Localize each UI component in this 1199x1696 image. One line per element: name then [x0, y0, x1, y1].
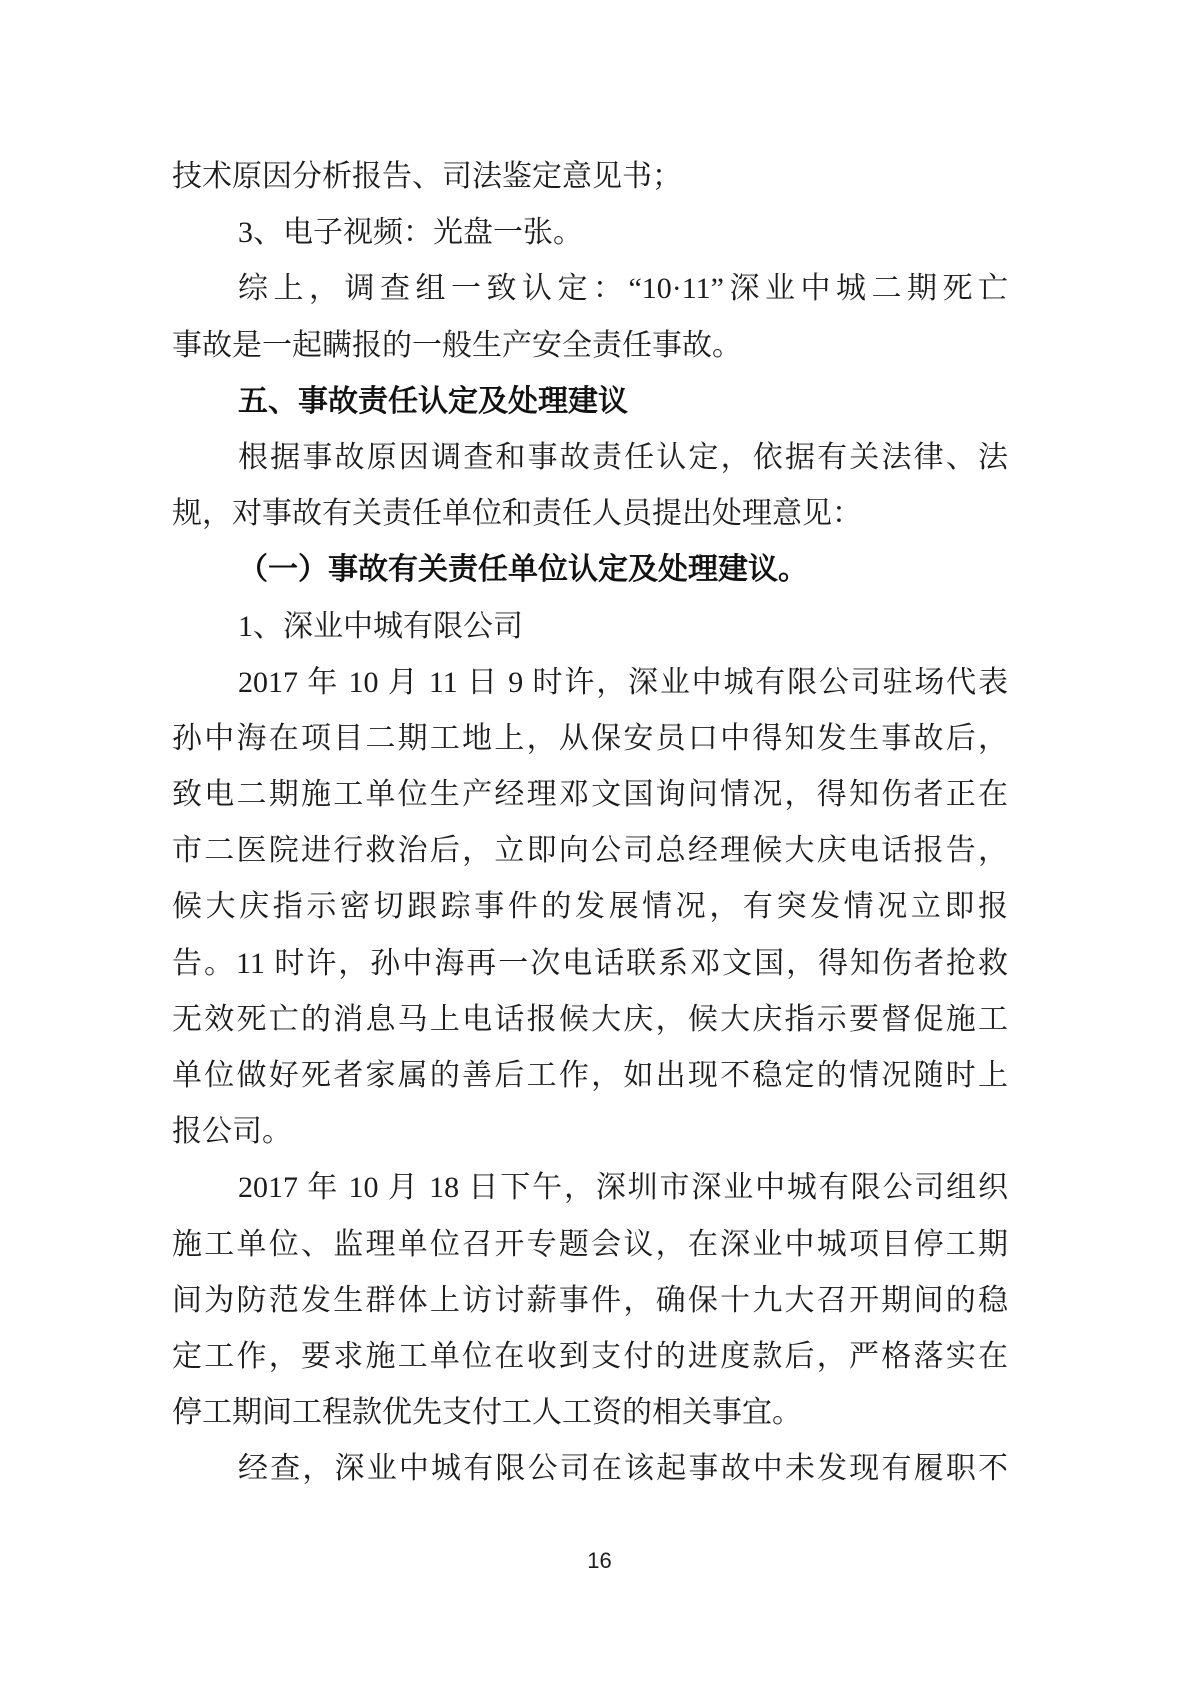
text-line: 告。11 时许，孙中海再一次电话联系邓文国，得知伤者抢救 — [172, 946, 1008, 980]
document-body — [172, 149, 1008, 1498]
subsection-heading: （一）事故有关责任单位认定及处理建议。 — [238, 553, 808, 587]
text-line: 根据事故原因调查和事故责任认定，依据有关法律、法 — [238, 440, 1008, 474]
text-line: 停工期间工程款优先支付工人工资的相关事宜。 — [172, 1396, 802, 1430]
text-line: 候大庆指示密切跟踪事件的发展情况，有突发情况立即报 — [172, 890, 1008, 924]
text-line: 致电二期施工单位生产经理邓文国询问情况，得知伤者正在 — [172, 778, 1008, 812]
section-heading: 五、事故责任认定及处理建议 — [238, 384, 628, 418]
text-line: 无效死亡的消息马上电话报候大庆，候大庆指示要督促施工 — [172, 1002, 1008, 1036]
text-line: 事故是一起瞒报的一般生产安全责任事故。 — [172, 328, 742, 362]
text-line: 施工单位、监理单位召开专题会议，在深业中城项目停工期 — [172, 1227, 1008, 1261]
page-number: 16 — [587, 1548, 612, 1573]
text-line: 3、电子视频：光盘一张。 — [238, 216, 583, 250]
text-line: 孙中海在项目二期工地上，从保安员口中得知发生事故后， — [172, 721, 1008, 755]
text-line: 定工作，要求施工单位在收到支付的进度款后，严格落实在 — [172, 1339, 1008, 1373]
text-line: 规，对事故有关责任单位和责任人员提出处理意见： — [172, 497, 862, 531]
text-line: 1、深业中城有限公司 — [238, 609, 523, 643]
text-line: 间为防范发生群体上访讨薪事件，确保十九大召开期间的稳 — [172, 1283, 1008, 1317]
text-line: 2017 年 10 月 18 日下午，深圳市深业中城有限公司组织 — [238, 1171, 1008, 1205]
text-line: 技术原因分析报告、司法鉴定意见书； — [172, 160, 682, 193]
text-line: 单位做好死者家属的善后工作，如出现不稳定的情况随时上 — [172, 1059, 1008, 1092]
text-line: 市二医院进行救治后，立即向公司总经理候大庆电话报告， — [172, 834, 1008, 868]
text-line: 综上，调查组一致认定：“10·11”深业中城二期死亡 — [238, 272, 1008, 306]
text-line: 报公司。 — [172, 1115, 292, 1149]
text-line: 经查，深业中城有限公司在该起事故中未发现有履职不 — [238, 1452, 1008, 1486]
text-line: 2017 年 10 月 11 日 9 时许，深业中城有限公司驻场代表 — [238, 665, 1008, 699]
